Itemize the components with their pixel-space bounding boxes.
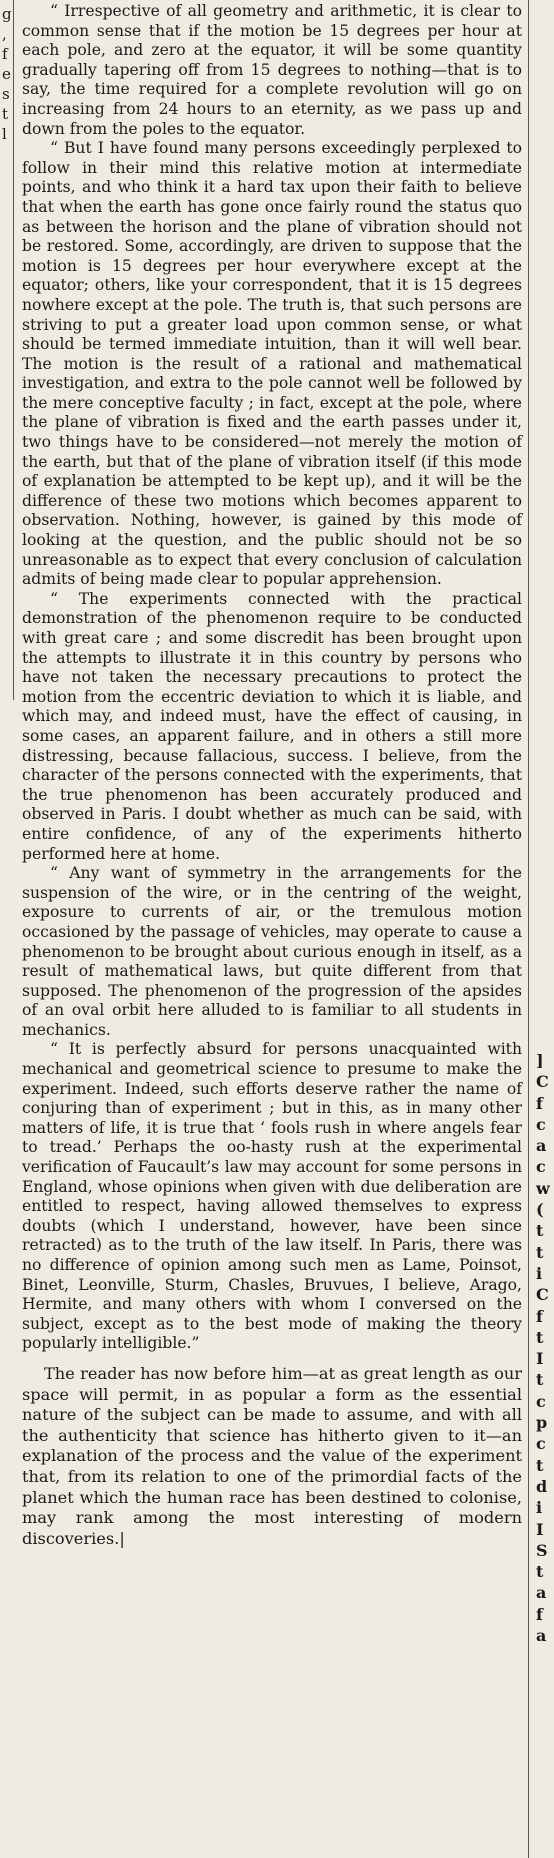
gutter-char: I	[536, 1349, 544, 1369]
left-column-fragment	[2, 4, 12, 144]
gutter-char: c	[536, 1391, 546, 1411]
gutter-char: d	[536, 1476, 548, 1496]
column-rule	[528, 0, 529, 1858]
gutter-char: w	[536, 1178, 550, 1198]
gutter-char: i	[536, 1498, 543, 1518]
gutter-char: f	[536, 1093, 543, 1113]
column-rule	[13, 0, 14, 700]
quoted-paragraph: “ Irrespective of all geometry and arithmetic, it is clear to common sense that if the motion be 15 degrees per hour at each pole, and zero at the equator, it will be some quantity gradually tapering off from 15 degrees to nothing—that is to say, the time required for a complete revolution will go on increasing from 24 hours to an eternity, as we pass up and down from the poles to the equator.	[22, 2, 522, 138]
gutter-char: t	[536, 1455, 544, 1475]
gutter-char: c	[536, 1434, 546, 1454]
gutter-char: f	[536, 1604, 543, 1624]
gutter-char: I	[536, 1519, 544, 1539]
gutter-char: f	[536, 1306, 543, 1326]
gutter-char: t	[536, 1370, 544, 1390]
gutter-char: t	[2, 105, 9, 123]
gutter-char: a	[536, 1626, 547, 1646]
gutter-char: C	[536, 1285, 549, 1305]
quoted-paragraph: “ The experiments connected with the practical demonstration of the phenomenon require to be conducted with great care ; and some discredit has been brought upon the attempts to illustrate it in this country by persons who have not taken the necessary precautions to protect the motion from the eccentric deviation to which it is liable, and which may, and indeed must, have the effect of causing, in some cases, an apparent failure, and in others a still more distressing, because fallacious, success. I believe, from the character of the persons connected with the experiments, that the true phenomenon has been accurately produced and observed in Paris. I doubt whether as much can be said, with entire confidence, of any of the experiments hitherto performed here at home.	[22, 589, 522, 863]
article-body	[22, 2, 522, 1549]
gutter-char: i	[536, 1263, 543, 1283]
gutter-char: c	[536, 1157, 546, 1177]
closing-paragraph: The reader has now before him—at as great length as our space will permit, in as popular a form as the essential nature of the subject can be made to assume, and with all the authenticity that science has hitherto given to it—an explanation of the process and the value of the experiment that, from its relation to one of the primordial facts of the planet which the human race has been destined to colonise, may rank among the most interesting of modern discoveries.|	[22, 1363, 522, 1548]
gutter-char: l	[2, 125, 7, 143]
gutter-char: S	[536, 1540, 548, 1560]
gutter-char: a	[536, 1583, 547, 1603]
gutter-char: t	[536, 1221, 544, 1241]
gutter-char: f	[2, 45, 8, 63]
gutter-char: s	[2, 85, 10, 103]
gutter-char: p	[536, 1413, 548, 1433]
quoted-paragraph: “ But I have found many persons exceedingly perplexed to follow in their mind this relative motion at intermediate points, and who think it a hard tax upon their faith to believe that when the earth has gone once fairly round the status quo as between the horison and the plane of vibration should not be restored. Some, accordingly, are driven to suppose that the motion is 15 degrees per hour everywhere except at the equator; others, like your correspondent, that it is 15 degrees nowhere except at the pole. The truth is, that such persons are striving to put a greater load upon common sense, or what should be termed immediate intuition, than it will well bear. The motion is the result of a rational and mathematical investigation, and extra to the pole cannot well be followed by the mere conceptive faculty ; in fact, except at the pole, where the plane of vibration is fixed and the earth passes under it, two things have to be considered—not merely the motion of the earth, but that of the plane of vibration itself (if this mode of explanation be attempted to be kept up), and it will be the difference of these two motions which becomes apparent to observation. Nothing, however, is gained by this mode of looking at the question, and the public should not be so unreasonable as to expect that every conclusion of calculation admits of being made clear to popular apprehension.	[22, 139, 522, 589]
gutter-char: a	[536, 1136, 547, 1156]
gutter-char: e	[2, 65, 11, 83]
quoted-paragraph: “ Any want of symmetry in the arrangements for the suspension of the wire, or in the centring of the weight, exposure to currents of air, or the tremulous motion occasioned by the passage of vehicles, may operate to cause a phenomenon to be brought about curious enough in itself, as a result of mathematical laws, but quite different from that supposed. The phenomenon of the progression of the apsides of an oval orbit here alluded to is familiar to all students in mechanics.	[22, 864, 522, 1039]
gutter-char: C	[536, 1072, 549, 1092]
gutter-char: ,	[2, 25, 7, 43]
gutter-char: g	[2, 5, 12, 23]
gutter-char: (	[536, 1200, 544, 1220]
gutter-char: c	[536, 1114, 546, 1134]
gutter-char: t	[536, 1327, 544, 1347]
gutter-char: ]	[536, 1051, 544, 1070]
quoted-paragraph: “ It is perfectly absurd for persons unacquainted with mechanical and geometrical science to presume to make the experiment. Indeed, such efforts deserve rather the name of conjuring than of experiment ; but in this, as in many other matters of life, it is true that ‘ fools rush in where angels fear to tread.’ Perhaps the oo-hasty rush at the experimental verification of Faucault’s law may account for some persons in England, whose opinions when given with due deliberation are entitled to respect, having allowed themselves to express doubts (which I understand, however, have been since retracted) as to the truth of the law itself. In Paris, there was no difference of opinion among such men as Lame, Poinsot, Binet, Leonville, Sturm, Chasles, Bruvues, I believe, Arago, Hermite, and many others with whom I conversed on the subject, except as to the best mode of making the theory popularly intelligible.”	[22, 1040, 522, 1353]
gutter-char: t	[536, 1242, 544, 1262]
gutter-char: t	[536, 1562, 544, 1582]
right-column-fragment	[536, 1050, 552, 1646]
